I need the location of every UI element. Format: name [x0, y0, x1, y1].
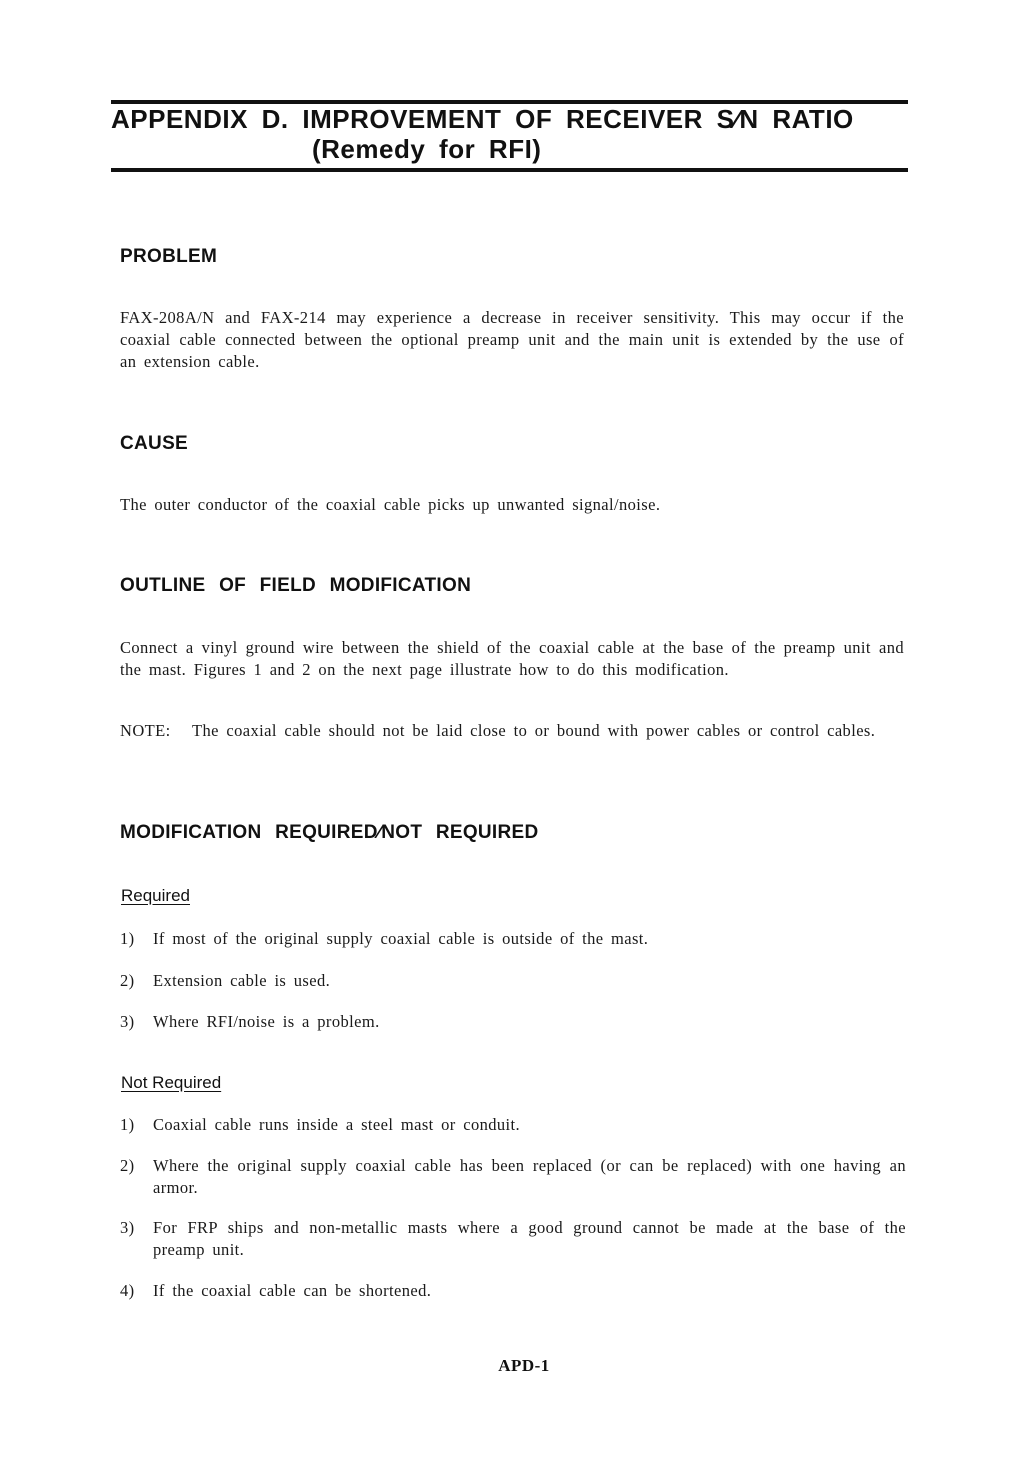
list-item [120, 1114, 906, 1136]
page-number: APD-1 [498, 1356, 550, 1375]
title-rule-bottom [111, 168, 908, 172]
title-line-1: APPENDIX D. IMPROVEMENT OF RECEIVER S∕N RATIO [111, 104, 854, 134]
list-item [120, 970, 906, 992]
list-item [120, 1217, 906, 1261]
list-item-number: 1) [120, 1115, 135, 1134]
outline-heading: OUTLINE OF FIELD MODIFICATION [120, 575, 472, 596]
list-item-number: 2) [120, 971, 135, 990]
problem-text: FAX-208A/N and FAX-214 may experience a decrease in receiver sensitivity. This may occur if the coaxial cable connected between the optional preamp unit and the main unit is extended by the use of an extension cable. [120, 308, 904, 371]
list-item [120, 1155, 906, 1199]
not-required-subheading: Not Required [121, 1073, 222, 1092]
list-item-number: 2) [120, 1156, 135, 1175]
list-item-text: Where the original supply coaxial cable has been replaced (or can be replaced) with one having an armor. [153, 1156, 906, 1197]
list-item-number: 3) [120, 1218, 135, 1237]
list-item [120, 928, 906, 950]
modification-heading: MODIFICATION REQUIRED∕NOT REQUIRED [120, 822, 539, 843]
title-line-2: (Remedy for RFI) [312, 134, 542, 164]
list-item [120, 1280, 906, 1302]
list-item-text: For FRP ships and non-metallic masts where a good ground cannot be made at the base of the preamp unit. [153, 1218, 906, 1259]
list-item-text: Extension cable is used. [153, 971, 331, 990]
list-item-text: Where RFI/noise is a problem. [153, 1012, 380, 1031]
outline-note [120, 720, 904, 742]
page-title [111, 104, 911, 164]
cause-heading: CAUSE [120, 433, 189, 454]
problem-heading: PROBLEM [120, 246, 218, 267]
required-subheading: Required [121, 886, 190, 905]
list-item-text: If the coaxial cable can be shortened. [153, 1281, 432, 1300]
cause-text: The outer conductor of the coaxial cable picks up unwanted signal/noise. [120, 495, 661, 514]
list-item-number: 3) [120, 1012, 135, 1031]
note-label: NOTE: [120, 721, 171, 740]
outline-text: Connect a vinyl ground wire between the shield of the coaxial cable at the base of the preamp unit and the mast. Figures 1 and 2 on the next page illustrate how to do this modification. [120, 638, 904, 679]
list-item [120, 1011, 906, 1033]
note-text: The coaxial cable should not be laid close to or bound with power cables or control cables. [192, 721, 876, 740]
list-item-text: Coaxial cable runs inside a steel mast or conduit. [153, 1115, 521, 1134]
list-item-text: If most of the original supply coaxial cable is outside of the mast. [153, 929, 649, 948]
list-item-number: 4) [120, 1281, 135, 1300]
list-item-number: 1) [120, 929, 135, 948]
